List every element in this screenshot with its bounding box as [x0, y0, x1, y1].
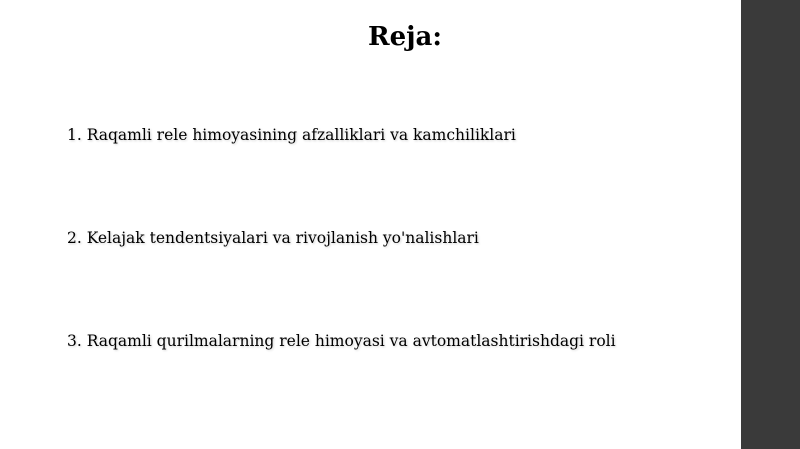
plan-item-2: 2. Kelajak tendentsiyalari va rivojlanish yo'nalishlari [67, 229, 479, 247]
slide-title: Reja: [367, 22, 442, 52]
plan-item-1: 1. Raqamli rele himoyasining afzalliklari va kamchiliklari [67, 126, 516, 144]
plan-item-3: 3. Raqamli qurilmalarning rele himoyasi va avtomatlashtirishdagi roli [67, 332, 616, 350]
side-panel [741, 0, 800, 449]
